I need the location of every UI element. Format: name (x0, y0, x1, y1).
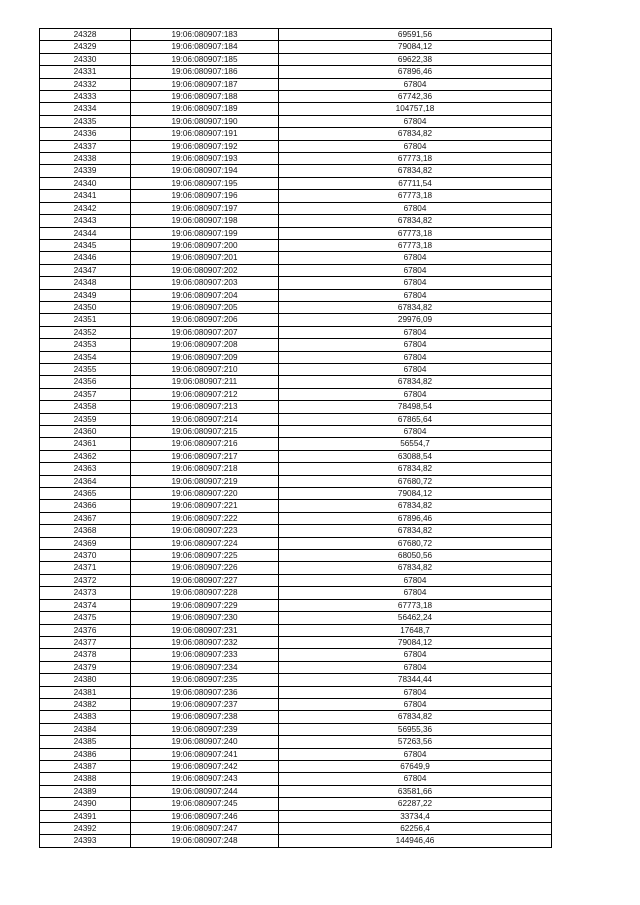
cadastral-number-cell: 19:06:080907:208 (131, 339, 279, 351)
cadastral-number-cell: 19:06:080907:187 (131, 78, 279, 90)
value-cell: 78498,54 (279, 401, 552, 413)
row-number-cell: 24360 (40, 426, 131, 438)
table-row (40, 798, 552, 810)
value-cell: 67680,72 (279, 537, 552, 549)
row-number-cell: 24376 (40, 624, 131, 636)
cadastral-number-cell: 19:06:080907:223 (131, 525, 279, 537)
cadastral-number-cell: 19:06:080907:214 (131, 413, 279, 425)
table-row (40, 41, 552, 53)
row-number-cell: 24361 (40, 438, 131, 450)
value-cell: 67773,18 (279, 239, 552, 251)
row-number-cell: 24341 (40, 190, 131, 202)
cadastral-number-cell: 19:06:080907:232 (131, 636, 279, 648)
cadastral-number-cell: 19:06:080907:247 (131, 823, 279, 835)
row-number-cell: 24386 (40, 748, 131, 760)
cadastral-number-cell: 19:06:080907:190 (131, 115, 279, 127)
row-number-cell: 24340 (40, 177, 131, 189)
cadastral-number-cell: 19:06:080907:204 (131, 289, 279, 301)
cadastral-number-cell: 19:06:080907:234 (131, 661, 279, 673)
value-cell: 79084,12 (279, 636, 552, 648)
table-row (40, 488, 552, 500)
row-number-cell: 24384 (40, 723, 131, 735)
table-row (40, 103, 552, 115)
row-number-cell: 24359 (40, 413, 131, 425)
row-number-cell: 24392 (40, 823, 131, 835)
cadastral-number-cell: 19:06:080907:201 (131, 252, 279, 264)
value-cell: 67804 (279, 277, 552, 289)
cadastral-number-cell: 19:06:080907:215 (131, 426, 279, 438)
table-row (40, 314, 552, 326)
value-cell: 67804 (279, 661, 552, 673)
value-cell: 67804 (279, 351, 552, 363)
row-number-cell: 24369 (40, 537, 131, 549)
table-row (40, 401, 552, 413)
row-number-cell: 24393 (40, 835, 131, 847)
row-number-cell: 24335 (40, 115, 131, 127)
row-number-cell: 24377 (40, 636, 131, 648)
value-cell: 17648,7 (279, 624, 552, 636)
table-row (40, 165, 552, 177)
table-row (40, 649, 552, 661)
cadastral-number-cell: 19:06:080907:206 (131, 314, 279, 326)
cadastral-number-cell: 19:06:080907:185 (131, 53, 279, 65)
row-number-cell: 24367 (40, 512, 131, 524)
cadastral-number-cell: 19:06:080907:196 (131, 190, 279, 202)
row-number-cell: 24381 (40, 686, 131, 698)
row-number-cell: 24366 (40, 500, 131, 512)
value-cell: 69622,38 (279, 53, 552, 65)
table-row (40, 760, 552, 772)
value-cell: 67834,82 (279, 525, 552, 537)
value-cell: 67804 (279, 698, 552, 710)
cadastral-number-cell: 19:06:080907:212 (131, 388, 279, 400)
value-cell: 67773,18 (279, 153, 552, 165)
value-cell: 67834,82 (279, 463, 552, 475)
row-number-cell: 24382 (40, 698, 131, 710)
cadastral-number-cell: 19:06:080907:220 (131, 488, 279, 500)
data-table (39, 28, 552, 848)
table-row (40, 562, 552, 574)
row-number-cell: 24342 (40, 202, 131, 214)
value-cell: 67804 (279, 773, 552, 785)
table-row (40, 177, 552, 189)
cadastral-number-cell: 19:06:080907:211 (131, 376, 279, 388)
cadastral-number-cell: 19:06:080907:205 (131, 301, 279, 313)
value-cell: 67834,82 (279, 215, 552, 227)
table-row (40, 227, 552, 239)
cadastral-number-cell: 19:06:080907:189 (131, 103, 279, 115)
row-number-cell: 24383 (40, 711, 131, 723)
value-cell: 57263,56 (279, 736, 552, 748)
table-row (40, 289, 552, 301)
cadastral-number-cell: 19:06:080907:228 (131, 587, 279, 599)
value-cell: 67804 (279, 140, 552, 152)
row-number-cell: 24351 (40, 314, 131, 326)
value-cell: 69591,56 (279, 29, 552, 41)
row-number-cell: 24379 (40, 661, 131, 673)
value-cell: 67804 (279, 574, 552, 586)
cadastral-number-cell: 19:06:080907:248 (131, 835, 279, 847)
value-cell: 67804 (279, 587, 552, 599)
row-number-cell: 24389 (40, 785, 131, 797)
row-number-cell: 24357 (40, 388, 131, 400)
value-cell: 67834,82 (279, 301, 552, 313)
cadastral-number-cell: 19:06:080907:222 (131, 512, 279, 524)
row-number-cell: 24356 (40, 376, 131, 388)
table-row (40, 748, 552, 760)
row-number-cell: 24336 (40, 128, 131, 140)
table-row (40, 500, 552, 512)
table-row (40, 153, 552, 165)
row-number-cell: 24339 (40, 165, 131, 177)
cadastral-number-cell: 19:06:080907:186 (131, 66, 279, 78)
value-cell: 67896,46 (279, 66, 552, 78)
cadastral-number-cell: 19:06:080907:241 (131, 748, 279, 760)
table-row (40, 78, 552, 90)
row-number-cell: 24347 (40, 264, 131, 276)
cadastral-number-cell: 19:06:080907:200 (131, 239, 279, 251)
row-number-cell: 24364 (40, 475, 131, 487)
value-cell: 67834,82 (279, 711, 552, 723)
cadastral-number-cell: 19:06:080907:243 (131, 773, 279, 785)
table-row (40, 351, 552, 363)
value-cell: 67804 (279, 748, 552, 760)
table-body (40, 29, 552, 848)
row-number-cell: 24380 (40, 674, 131, 686)
cadastral-number-cell: 19:06:080907:210 (131, 363, 279, 375)
table-row (40, 835, 552, 847)
cadastral-number-cell: 19:06:080907:197 (131, 202, 279, 214)
cadastral-number-cell: 19:06:080907:203 (131, 277, 279, 289)
row-number-cell: 24354 (40, 351, 131, 363)
cadastral-number-cell: 19:06:080907:246 (131, 810, 279, 822)
value-cell: 67804 (279, 78, 552, 90)
cadastral-number-cell: 19:06:080907:213 (131, 401, 279, 413)
table-row (40, 661, 552, 673)
row-number-cell: 24355 (40, 363, 131, 375)
row-number-cell: 24365 (40, 488, 131, 500)
value-cell: 68050,56 (279, 550, 552, 562)
table-row (40, 773, 552, 785)
value-cell: 144946,46 (279, 835, 552, 847)
value-cell: 63581,66 (279, 785, 552, 797)
value-cell: 62287,22 (279, 798, 552, 810)
table-row (40, 674, 552, 686)
table-row (40, 823, 552, 835)
table-row (40, 140, 552, 152)
value-cell: 67711,54 (279, 177, 552, 189)
row-number-cell: 24373 (40, 587, 131, 599)
cadastral-number-cell: 19:06:080907:236 (131, 686, 279, 698)
row-number-cell: 24330 (40, 53, 131, 65)
value-cell: 67834,82 (279, 165, 552, 177)
table-row (40, 475, 552, 487)
value-cell: 104757,18 (279, 103, 552, 115)
cadastral-number-cell: 19:06:080907:219 (131, 475, 279, 487)
cadastral-number-cell: 19:06:080907:242 (131, 760, 279, 772)
cadastral-number-cell: 19:06:080907:240 (131, 736, 279, 748)
table-row (40, 723, 552, 735)
table-row (40, 363, 552, 375)
value-cell: 67649,9 (279, 760, 552, 772)
value-cell: 63088,54 (279, 450, 552, 462)
row-number-cell: 24374 (40, 599, 131, 611)
row-number-cell: 24337 (40, 140, 131, 152)
row-number-cell: 24371 (40, 562, 131, 574)
table-row (40, 252, 552, 264)
table-row (40, 463, 552, 475)
value-cell: 67804 (279, 686, 552, 698)
row-number-cell: 24345 (40, 239, 131, 251)
table-row (40, 53, 552, 65)
cadastral-number-cell: 19:06:080907:244 (131, 785, 279, 797)
cadastral-number-cell: 19:06:080907:193 (131, 153, 279, 165)
table-row (40, 450, 552, 462)
row-number-cell: 24329 (40, 41, 131, 53)
row-number-cell: 24387 (40, 760, 131, 772)
cadastral-number-cell: 19:06:080907:192 (131, 140, 279, 152)
table-row (40, 426, 552, 438)
table-row (40, 339, 552, 351)
value-cell: 67804 (279, 264, 552, 276)
table-row (40, 91, 552, 103)
row-number-cell: 24353 (40, 339, 131, 351)
value-cell: 67865,64 (279, 413, 552, 425)
table-row (40, 277, 552, 289)
table-row (40, 612, 552, 624)
value-cell: 67804 (279, 363, 552, 375)
cadastral-number-cell: 19:06:080907:229 (131, 599, 279, 611)
row-number-cell: 24391 (40, 810, 131, 822)
table-row (40, 698, 552, 710)
value-cell: 67834,82 (279, 376, 552, 388)
value-cell: 67773,18 (279, 599, 552, 611)
cadastral-number-cell: 19:06:080907:207 (131, 326, 279, 338)
value-cell: 67896,46 (279, 512, 552, 524)
value-cell: 67804 (279, 115, 552, 127)
table-row (40, 599, 552, 611)
table-row (40, 574, 552, 586)
row-number-cell: 24385 (40, 736, 131, 748)
cadastral-number-cell: 19:06:080907:183 (131, 29, 279, 41)
value-cell: 67834,82 (279, 128, 552, 140)
table-row (40, 326, 552, 338)
cadastral-number-cell: 19:06:080907:191 (131, 128, 279, 140)
row-number-cell: 24370 (40, 550, 131, 562)
table-row (40, 438, 552, 450)
row-number-cell: 24358 (40, 401, 131, 413)
row-number-cell: 24334 (40, 103, 131, 115)
value-cell: 29976,09 (279, 314, 552, 326)
value-cell: 67804 (279, 289, 552, 301)
row-number-cell: 24350 (40, 301, 131, 313)
row-number-cell: 24328 (40, 29, 131, 41)
table-row (40, 66, 552, 78)
table-row (40, 624, 552, 636)
value-cell: 67804 (279, 202, 552, 214)
cadastral-number-cell: 19:06:080907:239 (131, 723, 279, 735)
cadastral-number-cell: 19:06:080907:184 (131, 41, 279, 53)
row-number-cell: 24343 (40, 215, 131, 227)
row-number-cell: 24390 (40, 798, 131, 810)
value-cell: 67804 (279, 388, 552, 400)
cadastral-number-cell: 19:06:080907:245 (131, 798, 279, 810)
table-row (40, 711, 552, 723)
cadastral-number-cell: 19:06:080907:227 (131, 574, 279, 586)
table-row (40, 264, 552, 276)
row-number-cell: 24352 (40, 326, 131, 338)
value-cell: 67804 (279, 326, 552, 338)
table-row (40, 202, 552, 214)
cadastral-number-cell: 19:06:080907:202 (131, 264, 279, 276)
row-number-cell: 24349 (40, 289, 131, 301)
table-row (40, 413, 552, 425)
table-row (40, 525, 552, 537)
value-cell: 67680,72 (279, 475, 552, 487)
cadastral-number-cell: 19:06:080907:231 (131, 624, 279, 636)
table-row (40, 785, 552, 797)
value-cell: 67804 (279, 339, 552, 351)
table-row (40, 301, 552, 313)
row-number-cell: 24362 (40, 450, 131, 462)
cadastral-number-cell: 19:06:080907:216 (131, 438, 279, 450)
row-number-cell: 24338 (40, 153, 131, 165)
cadastral-number-cell: 19:06:080907:194 (131, 165, 279, 177)
table-row (40, 550, 552, 562)
table-row (40, 512, 552, 524)
table-row (40, 239, 552, 251)
value-cell: 67804 (279, 252, 552, 264)
value-cell: 79084,12 (279, 41, 552, 53)
cadastral-number-cell: 19:06:080907:238 (131, 711, 279, 723)
table-row (40, 376, 552, 388)
value-cell: 78344,44 (279, 674, 552, 686)
table-row (40, 810, 552, 822)
row-number-cell: 24344 (40, 227, 131, 239)
row-number-cell: 24331 (40, 66, 131, 78)
table-row (40, 686, 552, 698)
row-number-cell: 24375 (40, 612, 131, 624)
value-cell: 67834,82 (279, 562, 552, 574)
cadastral-number-cell: 19:06:080907:224 (131, 537, 279, 549)
table-row (40, 215, 552, 227)
cadastral-number-cell: 19:06:080907:209 (131, 351, 279, 363)
table-row (40, 128, 552, 140)
value-cell: 79084,12 (279, 488, 552, 500)
cadastral-number-cell: 19:06:080907:217 (131, 450, 279, 462)
cadastral-number-cell: 19:06:080907:230 (131, 612, 279, 624)
value-cell: 56462,24 (279, 612, 552, 624)
value-cell: 56955,36 (279, 723, 552, 735)
table-row (40, 388, 552, 400)
value-cell: 67773,18 (279, 227, 552, 239)
table-row (40, 115, 552, 127)
cadastral-number-cell: 19:06:080907:233 (131, 649, 279, 661)
cadastral-number-cell: 19:06:080907:199 (131, 227, 279, 239)
row-number-cell: 24363 (40, 463, 131, 475)
cadastral-number-cell: 19:06:080907:188 (131, 91, 279, 103)
row-number-cell: 24372 (40, 574, 131, 586)
cadastral-number-cell: 19:06:080907:225 (131, 550, 279, 562)
table-row (40, 537, 552, 549)
value-cell: 62256,4 (279, 823, 552, 835)
table-row (40, 190, 552, 202)
cadastral-number-cell: 19:06:080907:235 (131, 674, 279, 686)
value-cell: 67773,18 (279, 190, 552, 202)
table-row (40, 587, 552, 599)
row-number-cell: 24348 (40, 277, 131, 289)
cadastral-number-cell: 19:06:080907:226 (131, 562, 279, 574)
value-cell: 67834,82 (279, 500, 552, 512)
table-row (40, 736, 552, 748)
cadastral-number-cell: 19:06:080907:237 (131, 698, 279, 710)
row-number-cell: 24378 (40, 649, 131, 661)
row-number-cell: 24333 (40, 91, 131, 103)
cadastral-number-cell: 19:06:080907:198 (131, 215, 279, 227)
row-number-cell: 24346 (40, 252, 131, 264)
row-number-cell: 24332 (40, 78, 131, 90)
row-number-cell: 24388 (40, 773, 131, 785)
row-number-cell: 24368 (40, 525, 131, 537)
table-row (40, 29, 552, 41)
value-cell: 67804 (279, 649, 552, 661)
value-cell: 67742,36 (279, 91, 552, 103)
value-cell: 33734,4 (279, 810, 552, 822)
value-cell: 56554,7 (279, 438, 552, 450)
cadastral-number-cell: 19:06:080907:221 (131, 500, 279, 512)
value-cell: 67804 (279, 426, 552, 438)
cadastral-number-cell: 19:06:080907:218 (131, 463, 279, 475)
cadastral-number-cell: 19:06:080907:195 (131, 177, 279, 189)
table-row (40, 636, 552, 648)
